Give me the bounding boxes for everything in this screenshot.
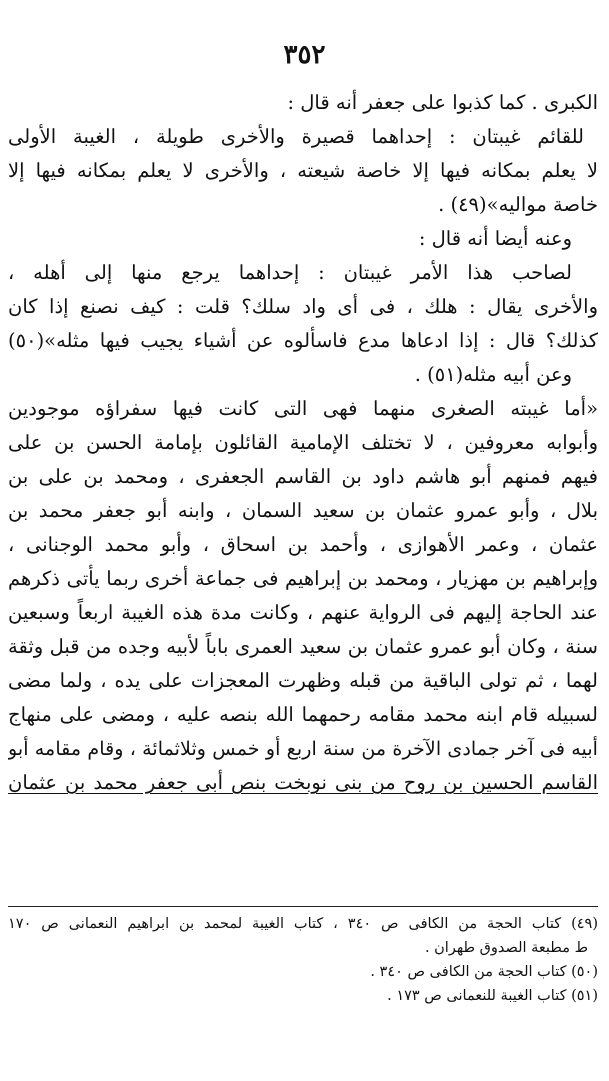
body-line: كذلك؟ قال : إذا ادعاها مدع فاسألوه عن أشياء يجيب فيها مثله»(٥٠): [8, 329, 598, 352]
body-line: لا يعلم بمكانه فيها إلا خاصة شيعته ، والأخرى لا يعلم بمكانه فيها إلا: [8, 159, 598, 182]
footnote: (٥١) كتاب الغيبة للنعمانى ص ١٧٣ .: [387, 988, 598, 1004]
body-line: والأخرى يقال : هلك ، فى أى واد سلك؟ قلت : كيف نصنع إذا كان: [8, 295, 598, 318]
footnote: ط مطبعة الصدوق طهران .: [424, 940, 588, 956]
footnote: (٤٩) كتاب الحجة من الكافى ص ٣٤٠ ، كتاب الغيبة لمحمد بن ابراهيم النعمانى ص ١٧٠: [8, 916, 598, 932]
body-line: وعنه أيضا أنه قال :: [418, 227, 572, 250]
footnote-divider: [8, 906, 598, 907]
body-line: الكبرى . كما كذبوا على جعفر أنه قال :: [287, 91, 598, 114]
body-line: وإبراهيم بن مهزيار ، ومحمد بن إبراهيم فى جماعة أخرى ربما يأتى ذكرهم: [8, 567, 598, 590]
body-line: خاصة مواليه»(٤٩) .: [438, 193, 598, 216]
footnotes: [8, 912, 598, 1008]
body-line: [8, 766, 598, 800]
body-line: بلال ، وأبو عمرو عثمان بن سعيد السمان ، وابنه أبو جعفر محمد بن: [8, 499, 598, 522]
body-line: لصاحب هذا الأمر غيبتان : إحداهما يرجع منها إلى أهله ،: [8, 261, 572, 284]
page-number: ٣٥٢: [283, 40, 326, 70]
footnote: (٥٠) كتاب الحجة من الكافى ص ٣٤٠ .: [370, 964, 598, 980]
body-line: للقائم غيبتان : إحداهما قصيرة والأخرى طويلة ، الغيبة الأولى: [8, 125, 584, 148]
underlined-text: القاسم الحسين بن روح من بنى نوبخت بنص أبى جعفر محمد بن عثمان: [8, 771, 598, 794]
body-line: وعن أبيه مثله(٥١) .: [414, 363, 572, 386]
body-text: [8, 86, 598, 800]
body-line: «أما غيبته الصغرى منهما فهى التى كانت فيها سفراؤه موجودين: [8, 397, 598, 420]
body-line: فيهم فمنهم أبو هاشم داود بن القاسم الجعفرى ، ومحمد بن على بن: [8, 465, 598, 488]
body-line: عند الحاجة إليهم فى الرواية عنهم ، وكانت مدة هذه الغيبة اربعاً وسبعين: [8, 601, 598, 624]
body-line: وأبوابه معروفين ، لا تختلف الإمامية القائلون بإمامة الحسن بن على: [8, 431, 598, 454]
body-line: أبيه فى آخر جمادى الآخرة من سنة اربع أو خمس وثلاثمائة ، وقام مقامه أبو: [8, 737, 598, 760]
body-line: لسبيله قام ابنه محمد مقامه رحمهما الله بنصه عليه ، ومضى على منهاج: [8, 703, 598, 726]
body-line: لهما ، ثم تولى الباقية من قبله وظهرت المعجزات على يده ، ولما مضى: [8, 669, 598, 692]
body-line: سنة ، وكان أبو عمرو عثمان بن سعيد العمرى باباً لأبيه وجده من قبل وثقة: [8, 635, 598, 658]
body-line: عثمان ، وعمر الأهوازى ، وأحمد بن اسحاق ، وأبو محمد الوجنانى ،: [8, 533, 598, 556]
